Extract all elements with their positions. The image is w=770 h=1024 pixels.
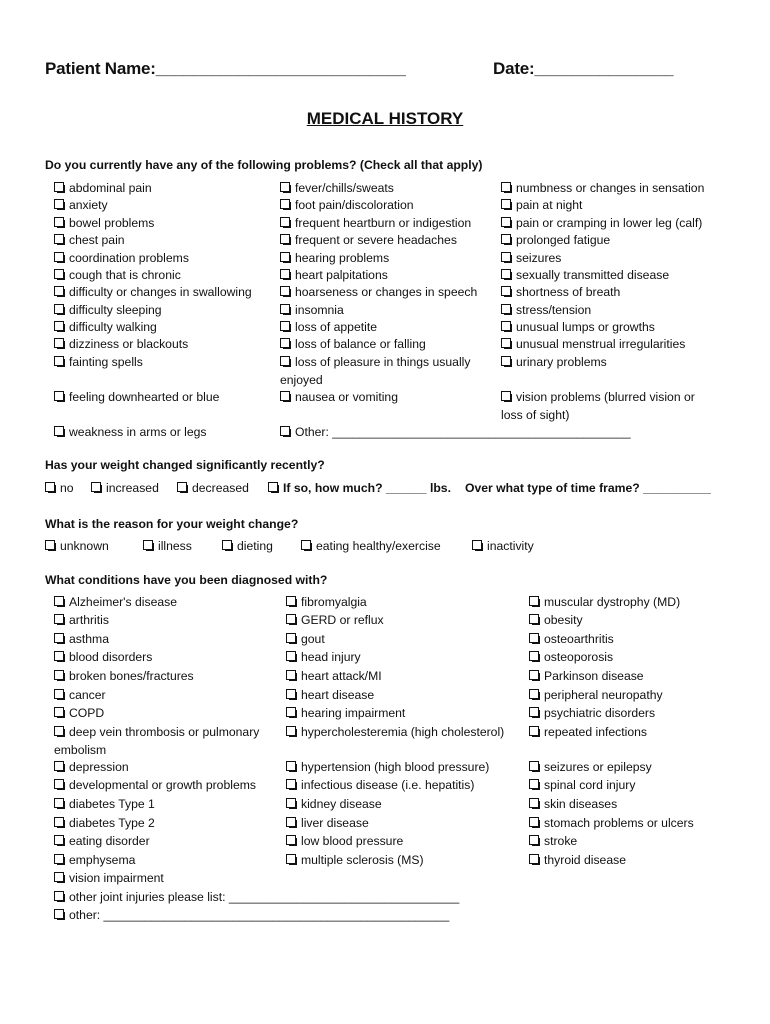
checklist-item[interactable] (286, 815, 369, 833)
checkbox[interactable] (54, 798, 64, 808)
checklist-item-label: psychiatric disorders (544, 706, 656, 720)
checklist-item[interactable] (280, 336, 426, 354)
checklist-item-label: seizures (516, 251, 562, 265)
reason-option-unknown[interactable]: unknown (45, 538, 109, 556)
checkbox[interactable] (280, 252, 290, 262)
checklist-item-label: frequent or severe headaches (295, 233, 457, 247)
checkbox[interactable] (54, 835, 64, 845)
checklist-item[interactable] (54, 180, 152, 198)
weight-time-frame[interactable]: Over what type of time frame? __________ (465, 481, 711, 495)
checklist-item[interactable] (529, 833, 577, 851)
checklist-item[interactable] (54, 724, 279, 759)
checklist-item[interactable] (54, 197, 108, 215)
checklist-item[interactable] (54, 870, 164, 888)
checklist-item-label: hypertension (high blood pressure) (301, 760, 490, 774)
checklist-item-label: other: ___________________________________________________ (69, 908, 450, 922)
checklist-item-label: muscular dystrophy (MD) (544, 595, 681, 609)
checklist-item[interactable] (501, 302, 591, 320)
checklist-item[interactable] (286, 687, 374, 705)
checkbox[interactable] (501, 199, 511, 209)
checklist-item-label: developmental or growth problems (69, 778, 256, 792)
checklist-item-label: thyroid disease (544, 853, 626, 867)
checkbox[interactable] (529, 835, 539, 845)
checklist-item-label: broken bones/fractures (69, 669, 194, 683)
checkbox[interactable] (91, 482, 101, 492)
checklist-item[interactable] (54, 889, 459, 907)
checkbox[interactable] (529, 596, 539, 606)
checkbox[interactable] (280, 269, 290, 279)
checklist-item[interactable] (529, 815, 694, 833)
checkbox[interactable] (54, 891, 64, 901)
checklist-item[interactable] (286, 612, 384, 630)
checklist-item[interactable] (501, 284, 620, 302)
checkbox[interactable] (54, 779, 64, 789)
checklist-item-label: hoarseness or changes in speech (295, 285, 478, 299)
checklist-item[interactable] (529, 594, 680, 612)
checklist-item[interactable] (54, 215, 154, 233)
checkbox[interactable] (286, 651, 296, 661)
checklist-item[interactable] (54, 302, 162, 320)
checklist-item-label: hypercholesteremia (high cholesterol) (301, 725, 505, 739)
weight-option-no[interactable]: no (45, 480, 74, 498)
checkbox[interactable] (280, 286, 290, 296)
checkbox[interactable] (529, 707, 539, 717)
checklist-item-label: diabetes Type 2 (69, 816, 155, 830)
checklist-item-label: pain or cramping in lower leg (calf) (516, 216, 703, 230)
checklist-item[interactable] (280, 267, 388, 285)
checklist-item-label: infectious disease (i.e. hepatitis) (301, 778, 475, 792)
checklist-item-label: repeated infections (544, 725, 647, 739)
checklist-item[interactable] (529, 631, 614, 649)
checkbox[interactable] (529, 798, 539, 808)
checklist-item[interactable] (286, 777, 474, 795)
checklist-item[interactable] (54, 631, 109, 649)
checkbox[interactable] (54, 338, 64, 348)
checklist-item[interactable] (501, 215, 702, 233)
checklist-item-label: eating disorder (69, 834, 150, 848)
diagnosed-question: What conditions have you been diagnosed with? (45, 573, 328, 587)
checklist-item-label: blood disorders (69, 650, 153, 664)
problems-question: Do you currently have any of the following problems? (Check all that apply) (45, 158, 483, 172)
checklist-item[interactable] (54, 336, 188, 354)
checklist-item-label: low blood pressure (301, 834, 404, 848)
checklist-item[interactable] (54, 668, 194, 686)
checklist-item[interactable] (501, 232, 610, 250)
checkbox[interactable] (54, 689, 64, 699)
checkbox[interactable] (286, 761, 296, 771)
checklist-item-label: arthritis (69, 613, 109, 627)
checklist-item[interactable] (280, 215, 471, 233)
checklist-item[interactable] (54, 389, 219, 407)
checkbox[interactable] (54, 182, 64, 192)
checklist-item[interactable] (54, 907, 449, 925)
checklist-item[interactable] (280, 232, 457, 250)
checkbox[interactable] (54, 199, 64, 209)
checklist-item-label: obesity (544, 613, 583, 627)
checklist-item[interactable] (54, 796, 155, 814)
checkbox[interactable] (529, 651, 539, 661)
checklist-item[interactable] (280, 250, 389, 268)
checklist-item[interactable] (54, 284, 252, 302)
checklist-item[interactable] (501, 197, 582, 215)
checklist-item-label: other joint injuries please list: __________________________________ (69, 890, 460, 904)
checklist-item-label: difficulty sleeping (69, 303, 162, 317)
checklist-item-label: chest pain (69, 233, 125, 247)
checkbox[interactable] (54, 633, 64, 643)
checklist-item[interactable] (286, 705, 405, 723)
checklist-item[interactable] (54, 833, 150, 851)
checkbox[interactable] (280, 182, 290, 192)
checklist-item-label: stroke (544, 834, 578, 848)
checklist-item-label: cancer (69, 688, 106, 702)
checklist-item[interactable] (54, 232, 125, 250)
checkbox[interactable] (280, 426, 290, 436)
checklist-item[interactable] (54, 594, 177, 612)
checkbox[interactable] (54, 614, 64, 624)
checklist-item-label: insomnia (295, 303, 344, 317)
checklist-item[interactable] (54, 705, 104, 723)
checklist-item-label: prolonged fatigue (516, 233, 611, 247)
checklist-item-label: GERD or reflux (301, 613, 384, 627)
checklist-item-label: fainting spells (69, 355, 143, 369)
checklist-item-label: head injury (301, 650, 361, 664)
checklist-item[interactable] (286, 796, 382, 814)
checklist-item-label: urinary problems (516, 355, 607, 369)
weight-change-question: Has your weight changed significantly recently? (45, 458, 325, 472)
checkbox[interactable] (54, 726, 64, 736)
checkbox[interactable] (54, 217, 64, 227)
checklist-item[interactable] (529, 668, 644, 686)
checklist-item[interactable] (54, 759, 129, 777)
checklist-item[interactable] (54, 424, 207, 442)
checkbox[interactable] (54, 761, 64, 771)
checklist-item[interactable] (280, 302, 344, 320)
checkbox[interactable] (286, 633, 296, 643)
checklist-item[interactable] (529, 759, 652, 777)
checklist-item-label: feeling downhearted or blue (69, 390, 220, 404)
checklist-item-label: difficulty or changes in swallowing (69, 285, 252, 299)
checkbox[interactable] (54, 269, 64, 279)
reason-option-dieting[interactable]: dieting (222, 538, 273, 556)
checkbox[interactable] (529, 761, 539, 771)
checkbox[interactable] (286, 726, 296, 736)
checkbox[interactable] (529, 633, 539, 643)
checklist-item-label: heart palpitations (295, 268, 388, 282)
checkbox[interactable] (529, 726, 539, 736)
checklist-item-label: sexually transmitted disease (516, 268, 670, 282)
checkbox[interactable] (54, 426, 64, 436)
checklist-item-label: Parkinson disease (544, 669, 644, 683)
checkbox[interactable] (286, 689, 296, 699)
checklist-item-label: emphysema (69, 853, 136, 867)
checklist-item-label: kidney disease (301, 797, 382, 811)
checklist-item[interactable] (280, 389, 398, 407)
checklist-item[interactable] (54, 612, 109, 630)
weight-option-increased[interactable]: increased (91, 480, 159, 498)
reason-option-illness[interactable]: illness (143, 538, 192, 556)
checklist-item[interactable] (501, 389, 716, 424)
checkbox[interactable] (280, 321, 290, 331)
checkbox[interactable] (286, 596, 296, 606)
page-title: MEDICAL HISTORY (306, 109, 464, 128)
checklist-item-label: numbness or changes in sensation (516, 181, 705, 195)
checklist-item[interactable] (286, 594, 367, 612)
checkbox[interactable] (529, 670, 539, 680)
checkbox[interactable] (501, 286, 511, 296)
checkbox[interactable] (529, 779, 539, 789)
checklist-item-label: shortness of breath (516, 285, 621, 299)
checkbox[interactable] (529, 614, 539, 624)
checklist-item[interactable] (54, 649, 152, 667)
checkbox[interactable] (280, 217, 290, 227)
checkbox[interactable] (54, 707, 64, 717)
checklist-item[interactable] (501, 250, 561, 268)
checklist-item-label: stomach problems or ulcers (544, 816, 694, 830)
checkbox[interactable] (286, 835, 296, 845)
checklist-item-label: diabetes Type 1 (69, 797, 155, 811)
checkbox[interactable] (54, 817, 64, 827)
checklist-item-label: seizures or epilepsy (544, 760, 652, 774)
checklist-item[interactable] (280, 424, 631, 442)
checklist-item-label: difficulty walking (69, 320, 157, 334)
checkbox[interactable] (286, 854, 296, 864)
checklist-item[interactable] (54, 354, 143, 372)
weight-how-much[interactable]: If so, how much? ______ lbs. (268, 480, 451, 498)
checklist-item-label: dizziness or blackouts (69, 337, 189, 351)
checklist-item-label: unusual lumps or growths (516, 320, 655, 334)
weight-reason-question: What is the reason for your weight change? (45, 517, 299, 531)
checklist-item-label: vision problems (blurred vision or loss of sight) (501, 390, 695, 422)
checklist-item-label: fever/chills/sweats (295, 181, 394, 195)
checklist-item[interactable] (501, 336, 685, 354)
checklist-item[interactable] (54, 852, 135, 870)
checklist-item-label: bowel problems (69, 216, 155, 230)
checklist-item-label: foot pain/discoloration (295, 198, 414, 212)
checkbox[interactable] (54, 909, 64, 919)
checklist-item-label: cough that is chronic (69, 268, 181, 282)
checkbox[interactable] (286, 670, 296, 680)
checklist-item-label: asthma (69, 632, 109, 646)
checkbox[interactable] (280, 199, 290, 209)
checklist-item-label: heart attack/MI (301, 669, 382, 683)
checklist-item-label: frequent heartburn or indigestion (295, 216, 472, 230)
checkbox[interactable] (501, 356, 511, 366)
reason-option-inactivity[interactable]: inactivity (472, 538, 534, 556)
checklist-item-label: osteoarthritis (544, 632, 614, 646)
checklist-item-label: liver disease (301, 816, 369, 830)
checkbox[interactable] (501, 182, 511, 192)
checkbox[interactable] (54, 252, 64, 262)
checklist-item[interactable] (501, 319, 655, 337)
checklist-item-label: skin diseases (544, 797, 618, 811)
checklist-item-label: anxiety (69, 198, 108, 212)
checklist-item-label: nausea or vomiting (295, 390, 398, 404)
checkbox[interactable] (54, 670, 64, 680)
checklist-item-label: hearing problems (295, 251, 390, 265)
checkbox[interactable] (472, 540, 482, 550)
checklist-item[interactable] (529, 649, 613, 667)
patient-name-field[interactable]: Patient Name:___________________________ (45, 59, 406, 78)
checkbox[interactable] (54, 234, 64, 244)
checklist-item[interactable] (54, 687, 106, 705)
checkbox[interactable] (54, 356, 64, 366)
checkbox[interactable] (222, 540, 232, 550)
checkbox[interactable] (177, 482, 187, 492)
checkbox[interactable] (501, 321, 511, 331)
checkbox[interactable] (54, 854, 64, 864)
checkbox[interactable] (286, 798, 296, 808)
checklist-item-label: vision impairment (69, 871, 164, 885)
checklist-item[interactable] (529, 612, 583, 630)
checkbox[interactable] (529, 817, 539, 827)
checklist-item[interactable] (529, 777, 635, 795)
checklist-item[interactable] (286, 668, 382, 686)
checkbox[interactable] (268, 482, 278, 492)
checkbox[interactable] (529, 854, 539, 864)
checklist-item-label: COPD (69, 706, 105, 720)
checklist-item-label: depression (69, 760, 129, 774)
checkbox[interactable] (54, 321, 64, 331)
checkbox[interactable] (501, 234, 511, 244)
checklist-item[interactable] (54, 815, 155, 833)
checklist-item[interactable] (54, 319, 157, 337)
checkbox[interactable] (286, 817, 296, 827)
checklist-item-label: peripheral neuropathy (544, 688, 663, 702)
checkbox[interactable] (280, 338, 290, 348)
checklist-item-label: deep vein thrombosis or pulmonary embolism (54, 725, 260, 757)
checkbox[interactable] (54, 391, 64, 401)
checklist-item[interactable] (286, 759, 489, 777)
checklist-item-label: heart disease (301, 688, 375, 702)
checkbox[interactable] (54, 651, 64, 661)
checklist-item[interactable] (501, 354, 607, 372)
checklist-item[interactable] (280, 284, 477, 302)
checklist-item[interactable] (280, 180, 394, 198)
checklist-item[interactable] (286, 724, 504, 742)
checkbox[interactable] (301, 540, 311, 550)
checklist-item[interactable] (529, 687, 663, 705)
date-field[interactable]: Date:_______________ (493, 59, 674, 78)
checkbox[interactable] (501, 304, 511, 314)
checklist-item[interactable] (501, 267, 669, 285)
checkbox[interactable] (45, 540, 55, 550)
checklist-item[interactable] (280, 319, 377, 337)
reason-option-eating-healthy[interactable]: eating healthy/exercise (301, 538, 441, 556)
checklist-item-label: fibromyalgia (301, 595, 367, 609)
checklist-item-label: loss of pleasure in things usually enjoyed (280, 355, 471, 387)
checklist-item[interactable] (54, 777, 256, 795)
checklist-item[interactable] (280, 354, 490, 389)
checklist-item[interactable] (529, 724, 647, 742)
checkbox[interactable] (501, 391, 511, 401)
checklist-item-label: hearing impairment (301, 706, 406, 720)
checklist-item[interactable] (54, 250, 189, 268)
checklist-item[interactable] (501, 180, 704, 198)
checkbox[interactable] (529, 689, 539, 699)
checkbox[interactable] (45, 482, 55, 492)
checkbox[interactable] (280, 234, 290, 244)
checklist-item-label: abdominal pain (69, 181, 152, 195)
checkbox[interactable] (286, 614, 296, 624)
checklist-item-label: loss of balance or falling (295, 337, 426, 351)
checklist-item[interactable] (54, 267, 181, 285)
checklist-item-label: unusual menstrual irregularities (516, 337, 686, 351)
checkbox[interactable] (501, 217, 511, 227)
checklist-item-label: coordination problems (69, 251, 189, 265)
checklist-item-label: gout (301, 632, 325, 646)
checklist-item[interactable] (529, 852, 626, 870)
checklist-item-label: weakness in arms or legs (69, 425, 207, 439)
checklist-item-label: pain at night (516, 198, 583, 212)
checkbox[interactable] (280, 391, 290, 401)
weight-option-decreased[interactable]: decreased (177, 480, 249, 498)
checklist-item-label: loss of appetite (295, 320, 377, 334)
checklist-item-label: osteoporosis (544, 650, 614, 664)
checkbox[interactable] (280, 356, 290, 366)
checkbox[interactable] (501, 252, 511, 262)
checklist-item-label: spinal cord injury (544, 778, 636, 792)
checkbox[interactable] (54, 596, 64, 606)
checklist-item[interactable] (529, 705, 655, 723)
checklist-item-label: multiple sclerosis (MS) (301, 853, 424, 867)
checkbox[interactable] (143, 540, 153, 550)
checklist-item[interactable] (529, 796, 617, 814)
checkbox[interactable] (54, 872, 64, 882)
checkbox[interactable] (54, 286, 64, 296)
checkbox[interactable] (280, 304, 290, 314)
checkbox[interactable] (501, 269, 511, 279)
checklist-item[interactable] (280, 197, 414, 215)
checkbox[interactable] (286, 707, 296, 717)
checklist-item[interactable] (286, 833, 403, 851)
checklist-item-label: Other: ____________________________________________ (295, 425, 631, 439)
checkbox[interactable] (54, 304, 64, 314)
checklist-item[interactable] (286, 852, 424, 870)
checklist-item-label: stress/tension (516, 303, 592, 317)
checklist-item[interactable] (286, 631, 325, 649)
checkbox[interactable] (286, 779, 296, 789)
checklist-item[interactable] (286, 649, 361, 667)
checkbox[interactable] (501, 338, 511, 348)
checklist-item-label: Alzheimer's disease (69, 595, 177, 609)
